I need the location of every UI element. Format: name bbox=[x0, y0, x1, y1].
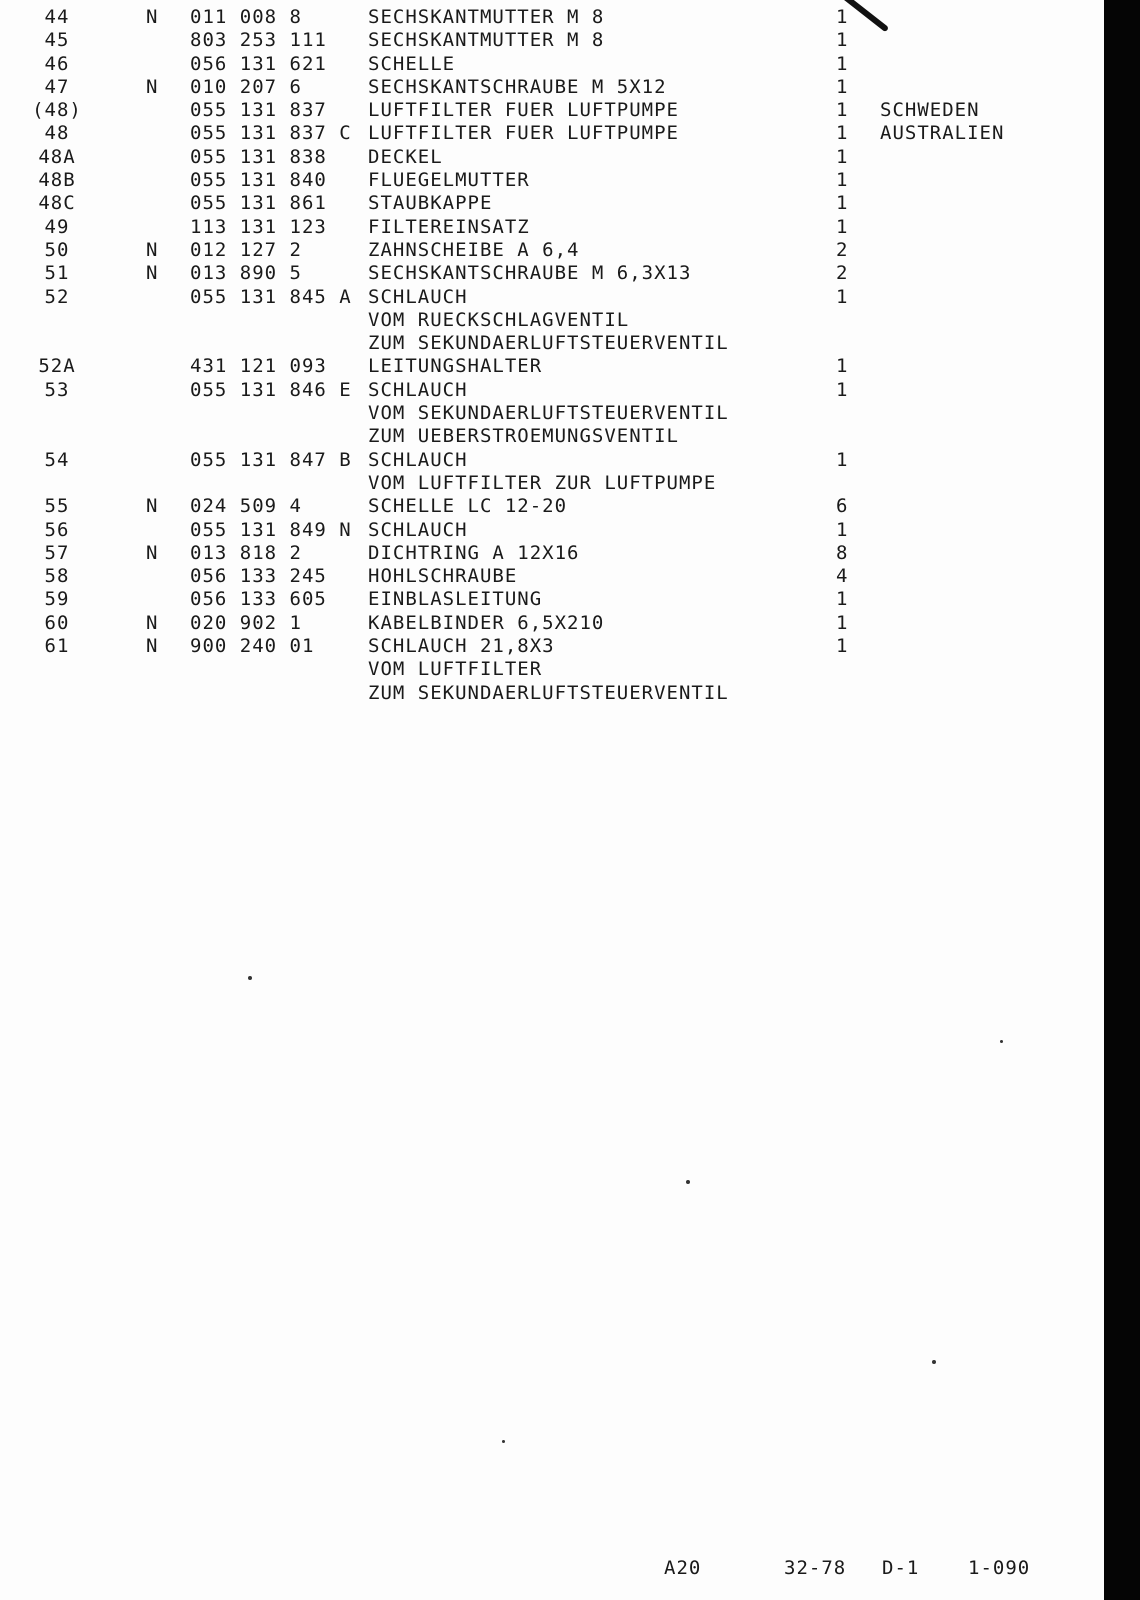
description: KABELBINDER 6,5X210 bbox=[368, 611, 605, 634]
quantity: 1 bbox=[836, 99, 849, 122]
part-number: 055 131 846 E bbox=[190, 378, 352, 401]
quantity: 1 bbox=[836, 75, 849, 98]
table-row bbox=[0, 658, 1080, 681]
part-number: 055 131 838 bbox=[190, 145, 327, 168]
parts-list bbox=[0, 6, 1080, 705]
description: DICHTRING A 12X16 bbox=[368, 541, 580, 564]
part-number: 055 131 847 B bbox=[190, 448, 352, 471]
description: SCHLAUCH bbox=[368, 518, 468, 541]
part-number: 055 131 861 bbox=[190, 192, 327, 215]
part-number: 056 133 245 bbox=[190, 565, 327, 588]
position-number: 56 bbox=[44, 518, 70, 541]
part-number: 431 121 093 bbox=[190, 355, 327, 378]
standard-part-flag: N bbox=[146, 238, 159, 261]
footer-page-number: 1-090 bbox=[968, 1557, 1031, 1579]
table-row bbox=[0, 309, 1080, 332]
position-number: 46 bbox=[44, 52, 70, 75]
quantity: 1 bbox=[836, 192, 849, 215]
table-row bbox=[0, 192, 1080, 215]
position-number: (48) bbox=[32, 99, 82, 122]
position-number: 50 bbox=[44, 238, 70, 261]
quantity: 1 bbox=[836, 122, 849, 145]
part-number: 803 253 111 bbox=[190, 29, 327, 52]
position-number: 48B bbox=[38, 169, 76, 192]
remark: SCHWEDEN bbox=[880, 99, 980, 122]
description: SCHLAUCH bbox=[368, 448, 468, 471]
part-number: 024 509 4 bbox=[190, 495, 302, 518]
part-number: 010 207 6 bbox=[190, 75, 302, 98]
description: SCHELLE LC 12-20 bbox=[368, 495, 568, 518]
standard-part-flag: N bbox=[146, 611, 159, 634]
quantity: 1 bbox=[836, 215, 849, 238]
table-row bbox=[0, 146, 1080, 169]
table-row bbox=[0, 425, 1080, 448]
description: STAUBKAPPE bbox=[368, 192, 493, 215]
part-number: 900 240 01 bbox=[190, 635, 315, 658]
description: SECHSKANTSCHRAUBE M 6,3X13 bbox=[368, 262, 692, 285]
table-row bbox=[0, 565, 1080, 588]
table-row bbox=[0, 402, 1080, 425]
table-row bbox=[0, 635, 1080, 658]
quantity: 1 bbox=[836, 635, 849, 658]
scan-speck bbox=[686, 1180, 690, 1184]
footer-code: A20 bbox=[664, 1557, 702, 1579]
table-row bbox=[0, 99, 1080, 122]
position-number: 60 bbox=[44, 611, 70, 634]
scan-edge-shadow bbox=[1104, 0, 1140, 1600]
scan-speck bbox=[932, 1360, 936, 1364]
table-row bbox=[0, 76, 1080, 99]
position-number: 51 bbox=[44, 262, 70, 285]
part-number: 056 133 605 bbox=[190, 588, 327, 611]
part-number: 055 131 845 A bbox=[190, 285, 352, 308]
quantity: 1 bbox=[836, 588, 849, 611]
standard-part-flag: N bbox=[146, 262, 159, 285]
description: SECHSKANTMUTTER M 8 bbox=[368, 29, 605, 52]
description: SCHLAUCH bbox=[368, 285, 468, 308]
description: SECHSKANTMUTTER M 8 bbox=[368, 6, 605, 28]
position-number: 55 bbox=[44, 495, 70, 518]
standard-part-flag: N bbox=[146, 495, 159, 518]
position-number: 53 bbox=[44, 378, 70, 401]
description: VOM LUFTFILTER ZUR LUFTPUMPE bbox=[368, 471, 717, 494]
position-number: 52 bbox=[44, 285, 70, 308]
scan-speck bbox=[1000, 1040, 1003, 1043]
table-row bbox=[0, 612, 1080, 635]
table-row bbox=[0, 588, 1080, 611]
description: SCHELLE bbox=[368, 52, 456, 75]
position-number: 59 bbox=[44, 588, 70, 611]
description: EINBLASLEITUNG bbox=[368, 588, 543, 611]
description: SECHSKANTSCHRAUBE M 5X12 bbox=[368, 75, 667, 98]
table-row bbox=[0, 286, 1080, 309]
description: LUFTFILTER FUER LUFTPUMPE bbox=[368, 99, 679, 122]
quantity: 1 bbox=[836, 611, 849, 634]
table-row bbox=[0, 216, 1080, 239]
position-number: 58 bbox=[44, 565, 70, 588]
quantity: 1 bbox=[836, 448, 849, 471]
table-row bbox=[0, 239, 1080, 262]
table-row bbox=[0, 332, 1080, 355]
part-number: 011 008 8 bbox=[190, 6, 302, 28]
part-number: 020 902 1 bbox=[190, 611, 302, 634]
description: FILTEREINSATZ bbox=[368, 215, 530, 238]
quantity: 1 bbox=[836, 169, 849, 192]
description: DECKEL bbox=[368, 145, 443, 168]
description: SCHLAUCH bbox=[368, 378, 468, 401]
position-number: 49 bbox=[44, 215, 70, 238]
position-number: 48A bbox=[38, 145, 76, 168]
description: VOM RUECKSCHLAGVENTIL bbox=[368, 308, 630, 331]
part-number: 055 131 840 bbox=[190, 169, 327, 192]
scan-speck bbox=[248, 976, 252, 980]
table-row bbox=[0, 29, 1080, 52]
table-row bbox=[0, 122, 1080, 145]
position-number: 44 bbox=[44, 6, 70, 28]
table-row bbox=[0, 472, 1080, 495]
remark: AUSTRALIEN bbox=[880, 122, 1005, 145]
part-number: 012 127 2 bbox=[190, 238, 302, 261]
quantity: 4 bbox=[836, 565, 849, 588]
quantity: 8 bbox=[836, 541, 849, 564]
table-row bbox=[0, 519, 1080, 542]
table-row bbox=[0, 53, 1080, 76]
quantity: 1 bbox=[836, 518, 849, 541]
position-number: 48 bbox=[44, 122, 70, 145]
footer-section: D-1 bbox=[882, 1557, 920, 1579]
footer-date: 32-78 bbox=[784, 1557, 847, 1579]
quantity: 1 bbox=[836, 29, 849, 52]
table-row bbox=[0, 495, 1080, 518]
quantity: 1 bbox=[836, 145, 849, 168]
part-number: 056 131 621 bbox=[190, 52, 327, 75]
part-number: 013 818 2 bbox=[190, 541, 302, 564]
position-number: 47 bbox=[44, 75, 70, 98]
description: SCHLAUCH 21,8X3 bbox=[368, 635, 555, 658]
table-row bbox=[0, 682, 1080, 705]
position-number: 45 bbox=[44, 29, 70, 52]
description: ZAHNSCHEIBE A 6,4 bbox=[368, 238, 580, 261]
description: FLUEGELMUTTER bbox=[368, 169, 530, 192]
description: ZUM UEBERSTROEMUNGSVENTIL bbox=[368, 425, 679, 448]
quantity: 6 bbox=[836, 495, 849, 518]
table-row bbox=[0, 6, 1080, 29]
quantity: 1 bbox=[836, 378, 849, 401]
quantity: 1 bbox=[836, 6, 849, 28]
standard-part-flag: N bbox=[146, 6, 159, 28]
standard-part-flag: N bbox=[146, 541, 159, 564]
position-number: 52A bbox=[38, 355, 76, 378]
quantity: 1 bbox=[836, 285, 849, 308]
table-row bbox=[0, 355, 1080, 378]
part-number: 055 131 837 C bbox=[190, 122, 352, 145]
part-number: 013 890 5 bbox=[190, 262, 302, 285]
quantity: 2 bbox=[836, 262, 849, 285]
description: VOM SEKUNDAERLUFTSTEUERVENTIL bbox=[368, 402, 729, 425]
table-row bbox=[0, 449, 1080, 472]
position-number: 54 bbox=[44, 448, 70, 471]
description: ZUM SEKUNDAERLUFTSTEUERVENTIL bbox=[368, 681, 729, 704]
description: LEITUNGSHALTER bbox=[368, 355, 543, 378]
part-number: 055 131 837 bbox=[190, 99, 327, 122]
description: HOHLSCHRAUBE bbox=[368, 565, 518, 588]
table-row bbox=[0, 542, 1080, 565]
description: ZUM SEKUNDAERLUFTSTEUERVENTIL bbox=[368, 332, 729, 355]
quantity: 2 bbox=[836, 238, 849, 261]
table-row bbox=[0, 379, 1080, 402]
table-row bbox=[0, 169, 1080, 192]
position-number: 57 bbox=[44, 541, 70, 564]
part-number: 113 131 123 bbox=[190, 215, 327, 238]
position-number: 61 bbox=[44, 635, 70, 658]
position-number: 48C bbox=[38, 192, 76, 215]
standard-part-flag: N bbox=[146, 75, 159, 98]
description: LUFTFILTER FUER LUFTPUMPE bbox=[368, 122, 679, 145]
quantity: 1 bbox=[836, 355, 849, 378]
standard-part-flag: N bbox=[146, 635, 159, 658]
part-number: 055 131 849 N bbox=[190, 518, 352, 541]
table-row bbox=[0, 262, 1080, 285]
description: VOM LUFTFILTER bbox=[368, 658, 543, 681]
quantity: 1 bbox=[836, 52, 849, 75]
scan-speck bbox=[502, 1440, 505, 1443]
